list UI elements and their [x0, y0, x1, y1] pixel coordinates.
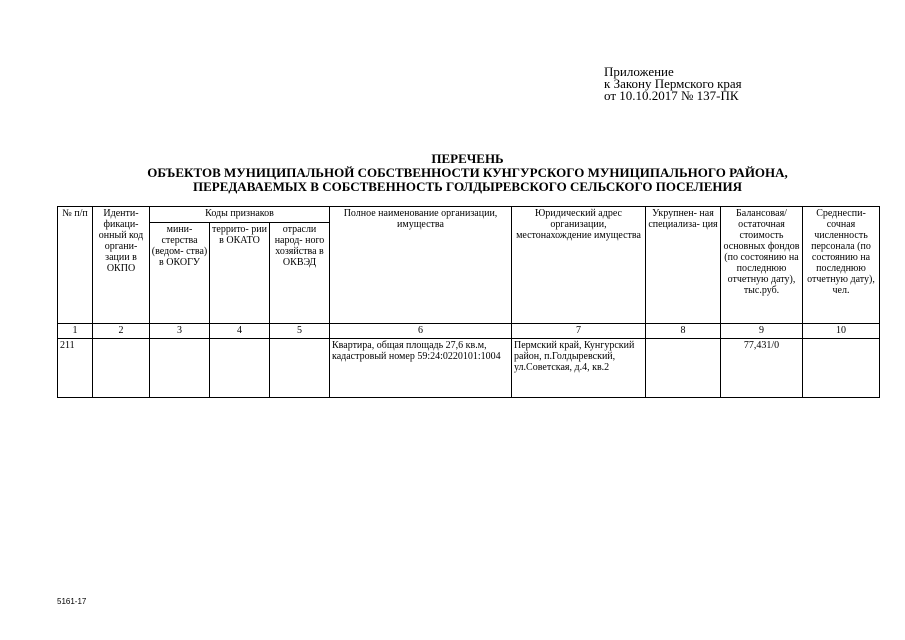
document-title	[40, 152, 895, 194]
title-line-1: ПЕРЕЧЕНЬ	[431, 151, 504, 166]
cell-balance: 77,431/0	[721, 339, 803, 398]
column-number: 9	[721, 324, 803, 339]
column-number: 3	[150, 324, 210, 339]
column-number: 4	[210, 324, 270, 339]
cell-okpo	[93, 339, 150, 398]
property-table	[57, 206, 880, 398]
header-okpo: Иденти- фикаци- онный код органи- зации в ОКПО	[93, 207, 150, 324]
column-number: 10	[803, 324, 880, 339]
header-row	[58, 207, 880, 223]
column-number: 5	[270, 324, 330, 339]
cell-staff	[803, 339, 880, 398]
title-line-3: ПЕРЕДАВАЕМЫХ В СОБСТВЕННОСТЬ ГОЛДЫРЕВСКОГО СЕЛЬСКОГО ПОСЕЛЕНИЯ	[192, 179, 743, 194]
header-num: № п/п	[58, 207, 93, 324]
column-number: 2	[93, 324, 150, 339]
document-code: 5161-17	[57, 597, 87, 606]
column-number: 1	[58, 324, 93, 339]
header-staff: Среднеспи- сочная численность персонала (по состоянию на последнюю отчетную дату), чел.	[803, 207, 880, 324]
header-okved: отрасли народ- ного хозяйства в ОКВЭД	[270, 223, 330, 324]
cell-spec	[646, 339, 721, 398]
appendix-note	[604, 66, 742, 102]
header-balance: Балансовая/ остаточная стоимость основных фондов (по состоянию на последнюю отчетную дату), тыс.руб.	[721, 207, 803, 324]
column-number-row	[58, 324, 880, 339]
cell-address: Пермский край, Кунгурский район, п.Голдыревский, ул.Советская, д.4, кв.2	[512, 339, 646, 398]
appendix-line-2: к Закону Пермского края	[604, 76, 742, 91]
appendix-line-1: Приложение	[604, 64, 674, 79]
cell-okato	[210, 339, 270, 398]
header-codes-group: Коды признаков	[150, 207, 330, 223]
column-number: 7	[512, 324, 646, 339]
header-address: Юридический адрес организации, местонахождение имущества	[512, 207, 646, 324]
appendix-line-3: от 10.10.2017 № 137-ПК	[604, 88, 739, 103]
header-spec: Укрупнен- ная специализа- ция	[646, 207, 721, 324]
column-number: 6	[330, 324, 512, 339]
cell-okved	[270, 339, 330, 398]
cell-okogu	[150, 339, 210, 398]
table-row	[58, 339, 880, 398]
header-name: Полное наименование организации, имущества	[330, 207, 512, 324]
cell-name: Квартира, общая площадь 27,6 кв.м, кадастровый номер 59:24:0220101:1004	[330, 339, 512, 398]
column-number: 8	[646, 324, 721, 339]
header-okato: террито- рии в ОКАТО	[210, 223, 270, 324]
cell-num: 211	[58, 339, 93, 398]
header-okogu: мини- стерства (ведом- ства) в ОКОГУ	[150, 223, 210, 324]
title-line-2: ОБЪЕКТОВ МУНИЦИПАЛЬНОЙ СОБСТВЕННОСТИ КУНГУРСКОГО МУНИЦИПАЛЬНОГО РАЙОНА,	[147, 165, 788, 180]
